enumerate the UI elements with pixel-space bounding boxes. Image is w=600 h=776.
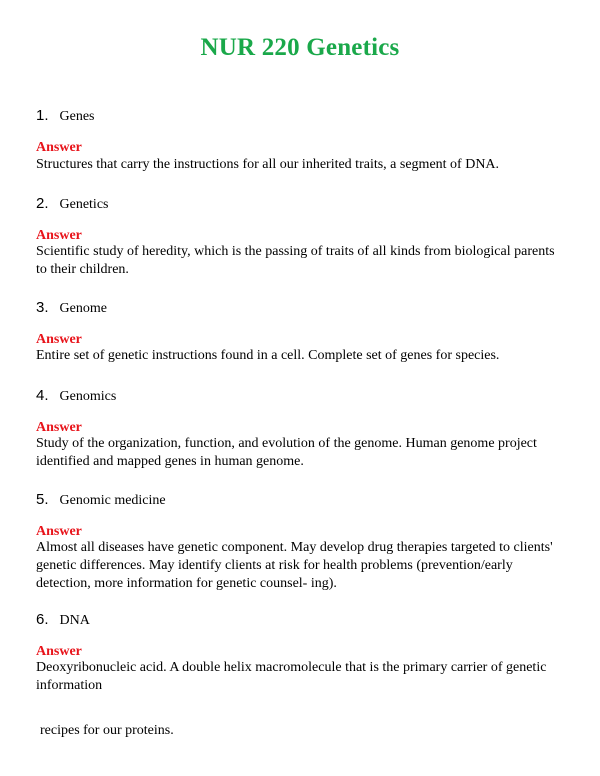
question-5 <box>36 491 166 510</box>
question-term: Genome <box>59 301 107 316</box>
answer-text: Study of the organization, function, and evolution of the genome. Human genome project identified and mapped genes in human genome. <box>36 436 537 469</box>
trailing-text: recipes for our proteins. <box>40 723 174 738</box>
question-number: 1. <box>36 107 49 124</box>
answer-text: Structures that carry the instructions for all our inherited traits, a segment of DNA. <box>36 157 500 172</box>
question-4 <box>36 387 116 406</box>
page-title: NUR 220 Genetics <box>200 34 400 61</box>
question-term: Genes <box>59 109 95 124</box>
question-1 <box>36 107 95 126</box>
question-2 <box>36 195 108 214</box>
question-number: 6. <box>36 611 49 628</box>
question-number: 2. <box>36 195 49 212</box>
answer-label: Answer <box>36 420 82 435</box>
answer-label: Answer <box>36 140 82 155</box>
answer-label: Answer <box>36 644 82 659</box>
question-term: Genomics <box>59 389 117 404</box>
question-6 <box>36 611 90 630</box>
answer-text: Scientific study of heredity, which is the passing of traits of all kinds from biological parents to their children. <box>36 244 555 277</box>
question-number: 3. <box>36 299 49 316</box>
question-term: Genetics <box>59 197 109 212</box>
question-term: Genomic medicine <box>59 493 166 508</box>
answer-text: Almost all diseases have genetic component. May develop drug therapies targeted to clients' genetic differences. May identify clients at risk for health problems (prevention/early detection, more information for genetic counsel- ing). <box>36 540 553 591</box>
answer-text: Entire set of genetic instructions found in a cell. Complete set of genes for species. <box>36 348 500 363</box>
question-number: 4. <box>36 387 49 404</box>
answer-label: Answer <box>36 524 82 539</box>
question-number: 5. <box>36 491 49 508</box>
answer-label: Answer <box>36 332 82 347</box>
answer-label: Answer <box>36 228 82 243</box>
question-term: DNA <box>59 613 90 628</box>
question-3 <box>36 299 107 318</box>
answer-text: Deoxyribonucleic acid. A double helix macromolecule that is the primary carrier of genetic information <box>36 660 547 693</box>
